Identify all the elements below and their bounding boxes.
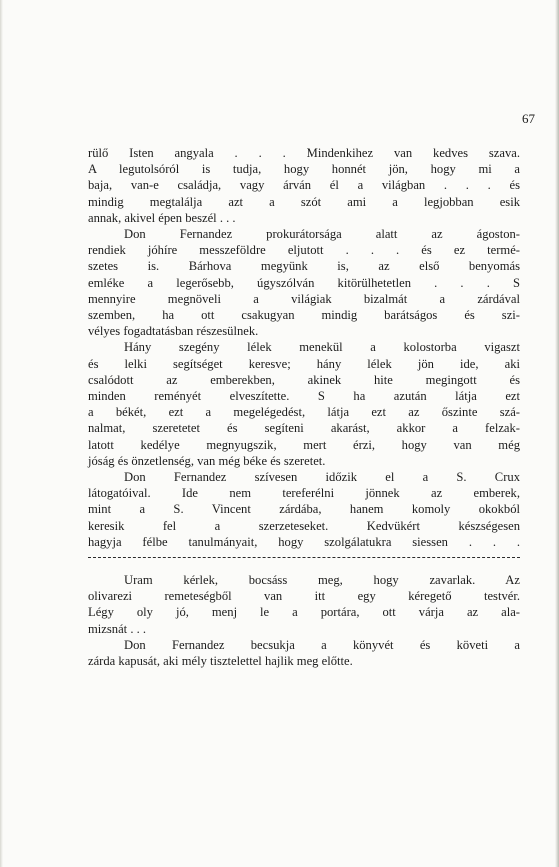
text-line: a békét, ezt a megelégedést, látja ezt az őszinte szá- — [88, 405, 520, 420]
paragraph — [88, 226, 520, 339]
text-line: Don Fernandez becsukja a könyvét és követi a — [124, 637, 520, 652]
text-line: mindig megtalálja azt a szót ami a legjobban esik — [88, 194, 520, 209]
text-line: és lelki segítséget keresve; hány lélek jön ide, aki — [88, 356, 520, 371]
text-line: jóság és önzetlenség, van még béke és szeretet. — [88, 453, 326, 468]
text-line: hagyja félbe tanulmányait, hogy szolgálatukra siessen . . . — [88, 534, 520, 549]
text-line: szetes is. Bárhova megyünk is, az első benyomás — [88, 259, 520, 274]
page-left-edge — [0, 0, 3, 867]
body-text — [88, 145, 520, 669]
text-line: keresik fel a szerzeteseket. Kedvükért készségesen — [88, 518, 520, 533]
paragraph — [88, 637, 520, 669]
text-line: baja, van-e családja, vagy árván él a világban . . . és — [88, 178, 520, 193]
text-line: emléke a legerősebb, úgyszólván kitörülhetetlen . . . S — [88, 275, 520, 290]
text-line: zárda kapusát, aki mély tisztelettel hajlik meg előtte. — [88, 654, 353, 669]
text-line: Don Fernandez szívesen időzik el a S. Crux — [124, 470, 520, 485]
text-line: A legutolsóról is tudja, hogy honnét jön, hogy mi a — [88, 162, 520, 177]
text-line: látogatóival. Ide nem tereferélni jönnek az emberek, — [88, 486, 520, 501]
text-line: rendiek jóhíre messzeföldre eljutott . . . és ez termé- — [88, 243, 520, 258]
text-line: olivarezi remeteségből van itt egy kéregető testvér. — [88, 589, 520, 604]
text-line: Hány szegény lélek menekül a kolostorba vigaszt — [124, 340, 520, 355]
text-line: Don Fernandez prokurátorsága alatt az ágoston- — [124, 227, 520, 242]
text-line: mizsnát . . . — [88, 621, 147, 636]
text-line: rülő Isten angyala . . . Mindenkihez van kedves szava. — [88, 146, 520, 160]
text-line: Légy oly jó, menj le a portára, ott várja az ala- — [88, 605, 520, 620]
page-right-edge — [555, 0, 559, 867]
text-line: csalódott az emberekben, akinek hite megingott és — [88, 372, 520, 387]
text-line: Uram kérlek, bocsáss meg, hogy zavarlak. Az — [124, 573, 520, 588]
text-line: mennyire megnöveli a világiak bizalmát a zárdával — [88, 291, 520, 306]
page-number: 67 — [522, 111, 535, 126]
text-line: minden reményét elveszítette. S ha azután látja ezt — [88, 389, 520, 404]
text-line: szemben, ha ott csakugyan mindig barátságos és szi- — [88, 308, 520, 323]
text-line: nalmat, szeretetet és segíteni akarást, akkor a felzak- — [88, 421, 520, 436]
paragraph — [88, 572, 520, 637]
text-line: annak, akivel épen beszél . . . — [88, 210, 236, 225]
text-line: latott kedélye megnyugszik, mert érzi, hogy van még — [88, 437, 520, 452]
paragraph — [88, 339, 520, 469]
paragraph — [88, 469, 520, 550]
paragraph — [88, 145, 520, 226]
section-divider — [88, 557, 520, 558]
text-line: vélyes fogadtatásban részesülnek. — [88, 324, 259, 339]
text-line: mint a S. Vincent zárdába, hanem komoly okokból — [88, 502, 520, 517]
